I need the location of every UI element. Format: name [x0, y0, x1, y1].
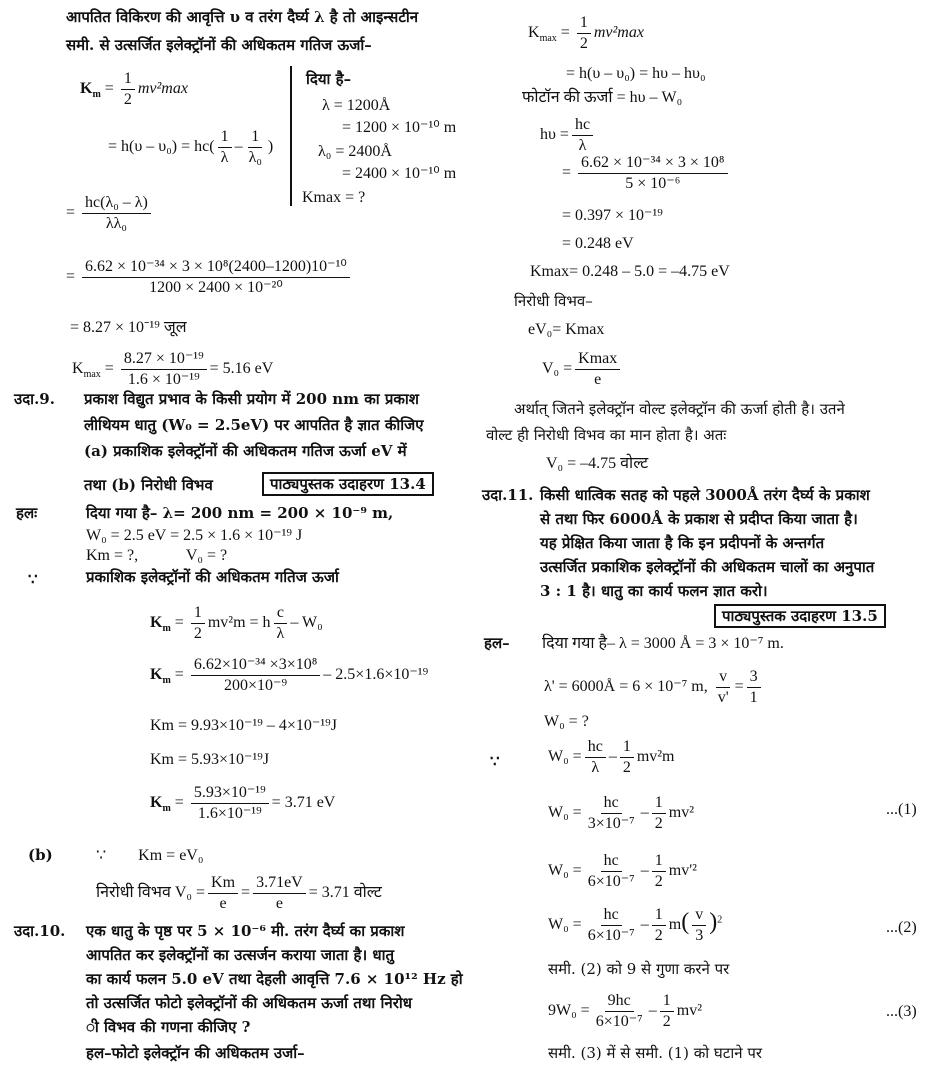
- r-line-9: निरोधी विभव–: [514, 292, 593, 310]
- km-derivation-2: $K_m$ = $\frac{\text{6.62×10⁻³⁴ ×3×10⁸}}{\text{200×10⁻⁹}}$ – 2.5×1.6×10⁻¹⁹: [150, 656, 429, 694]
- w0-eq-4: W₀ = $\frac{hc}{\text{6×10⁻⁷}}$ – $\frac{1}{2}$ m( $\frac{v}{3}$ )$^2$: [548, 906, 723, 944]
- w0-eq-2: W₀ = $\frac{hc}{\text{3×10⁻⁷}}$ – $\frac{1}{2}$ mv²: [548, 794, 694, 832]
- solution-line-3: Km = ?, V₀ = ?: [86, 547, 228, 564]
- given-title: दिया है–: [306, 70, 352, 88]
- given-5: Kmax = ?: [302, 189, 366, 206]
- given-1: λ = 1200Å: [322, 97, 391, 114]
- r-kmax-eq: $K_{max}$ = $\frac{1}{2}$ mv²max: [528, 14, 644, 52]
- km-derivation-5: $K_m$ = $\frac{\text{5.93×10⁻¹⁹}}{\text{1.6×10⁻¹⁹}}$ = 3.71 eV: [150, 784, 336, 822]
- example-9-line-4: तथा (b) निरोधी विभव: [84, 476, 213, 494]
- r-line-8: Kmax= 0.248 – 5.0 = –4.75 eV: [530, 263, 730, 280]
- r-line-2: = h(υ – υ₀) = hυ – hυ₀: [566, 65, 706, 82]
- r-line-13: वोल्ट ही निरोधी विभव का मान होता है। अतः: [486, 426, 727, 444]
- r-line-4: hυ = $\frac{hc}{\lambda}$: [540, 116, 596, 154]
- km-equation-1: $K_m$ = $\frac{1}{2}$ mv²max: [80, 70, 188, 108]
- example-11-line-5: 3 : 1 है। धातु का कार्य फलन ज्ञात करो।: [540, 582, 768, 600]
- r-line-11: V₀ = $\frac{Kmax}{e}$: [542, 350, 623, 388]
- w0-eq-1: W₀ = $\frac{hc}{\lambda}$ – $\frac{1}{2}$ mv²m: [548, 738, 675, 776]
- km-derivation-4: Km = 5.93×10⁻¹⁹J: [150, 751, 270, 768]
- eq-tag-3: ...(3): [886, 1003, 917, 1020]
- given-2: = 1200 × 10⁻¹⁰ m: [342, 119, 457, 136]
- km-equation-2: = h(υ – υ₀) = hc( $\frac{1}{\lambda}$ – $\frac{1}{\text{λ₀}}$ ): [108, 128, 274, 166]
- example-10-line-5: ी विभव की गणना कीजिए ?: [86, 1018, 251, 1036]
- example-10-label: उदा.10.: [14, 922, 66, 940]
- part-b-equation: ∵ Km = eV₀: [96, 847, 204, 864]
- intro-line-2: समी. से उत्सर्जित इलेक्ट्रॉनों की अधिकतम गतिज ऊर्जा–: [66, 36, 372, 54]
- because-symbol: ∵: [28, 570, 38, 588]
- example-11-line-4: उत्सर्जित प्रकाशिक इलेक्ट्रॉनों की अधिकतम चालों का अनुपात: [540, 558, 875, 576]
- r-line-7: = 0.248 eV: [562, 235, 634, 252]
- r-line-10: eV₀= Kmax: [528, 321, 605, 338]
- eq-4: = $\frac{\text{6.62 × 10⁻³⁴ × 3 × 10⁸(2400–1200)10⁻¹⁰}}{\text{1200 × 2400 × 10⁻²⁰}}$: [66, 258, 353, 296]
- given-3: λ₀ = 2400Å: [318, 143, 392, 160]
- given-4: = 2400 × 10⁻¹⁰ m: [342, 165, 457, 182]
- given-divider: [290, 66, 292, 206]
- r-solution-3: W₀ = ?: [544, 713, 589, 730]
- textbook-example-badge-13-4: पाठ्यपुस्तक उदाहरण 13.4: [262, 472, 434, 496]
- solution-line-4: प्रकाशिक इलेक्ट्रॉनों की अधिकतम गतिज ऊर्जा: [86, 568, 339, 586]
- part-b-label: (b): [28, 846, 53, 864]
- example-9-line-1: प्रकाश विद्युत प्रभाव के किसी प्रयोग में 200 nm का प्रकाश: [84, 390, 420, 408]
- example-10-line-1: एक धातु के पृष्ठ पर 5 × 10⁻⁶ मी. तरंग दैर्घ्य का प्रकाश: [86, 922, 405, 940]
- r-multiply-note: समी. (2) को 9 से गुणा करने पर: [548, 960, 730, 978]
- eq-tag-2: ...(2): [886, 919, 917, 936]
- eq-5: = 8.27 × 10⁻¹⁹ जूल: [70, 319, 187, 336]
- example-11-line-1: किसी धात्विक सतह को पहले 3000Å तरंग दैर्घ्य के प्रकाश: [540, 486, 870, 504]
- r-solution-2: λ' = 6000Å = 6 × 10⁻⁷ m, $\frac{v}{v'}$ = $\frac{3}{1}$: [544, 668, 764, 706]
- r-line-5: = $\frac{\text{6.62 × 10⁻³⁴ × 3 × 10⁸}}{\text{5 × 10⁻⁶}}$: [562, 154, 731, 192]
- example-10-line-3: का कार्य फलन 5.0 eV तथा देहली आवृत्ति 7.6 × 10¹² Hz हो: [86, 970, 463, 988]
- example-11-line-3: यह प्रेक्षित किया जाता है कि इन प्रदीपनों के अन्तर्गत: [540, 534, 825, 552]
- r-solution-1: दिया गया है– λ = 3000 Å = 3 × 10⁻⁷ m.: [542, 635, 784, 652]
- eq-6: $K_{max}$ = $\frac{\text{8.27 × 10⁻¹⁹}}{\text{1.6 × 10⁻¹⁹}}$ = 5.16 eV: [72, 350, 274, 388]
- r-line-6: = 0.397 × 10⁻¹⁹: [562, 207, 663, 224]
- r-line-12: अर्थात् जितने इलेक्ट्रॉन वोल्ट इलेक्ट्रॉन की ऊर्जा होती है। उतने: [514, 400, 845, 418]
- r-subtract-note: समी. (3) में से समी. (1) को घटाने पर: [548, 1044, 762, 1062]
- r-because-symbol: ∵: [490, 752, 500, 770]
- eq-3: = $\frac{\text{hc(λ₀ – λ)}}{\text{λλ₀}}$: [66, 194, 154, 232]
- r-line-14: V₀ = –4.75 वोल्ट: [546, 455, 649, 472]
- example-11-label: उदा.11.: [482, 486, 534, 504]
- textbook-example-badge-13-5: पाठ्यपुस्तक उदाहरण 13.5: [714, 604, 886, 628]
- example-10-line-4: तो उत्सर्जित फोटो इलेक्ट्रॉनों की अधिकतम ऊर्जा तथा निरोध: [86, 994, 412, 1012]
- example-9-line-2: लीथियम धातु (W₀ = 2.5eV) पर आपतित है ज्ञात कीजिए: [84, 416, 424, 434]
- example-10-line-2: आपतित कर इलेक्ट्रॉनों का उत्सर्जन कराया जाता है। धातु: [86, 946, 395, 964]
- w0-eq-5: 9W₀ = $\frac{9hc}{\text{6×10⁻⁷}}$ – $\frac{1}{2}$ mv²: [548, 992, 702, 1030]
- solution-line-2: W₀ = 2.5 eV = 2.5 × 1.6 × 10⁻¹⁹ J: [86, 527, 303, 544]
- example-9-label: उदा.9.: [14, 390, 55, 408]
- stopping-potential-eq: निरोधी विभव V₀ = $\frac{Km}{e}$ = $\frac{3.71eV}{e}$ = 3.71 वोल्ट: [96, 874, 382, 912]
- w0-eq-3: W₀ = $\frac{hc}{\text{6×10⁻⁷}}$ – $\frac{1}{2}$ mv'²: [548, 852, 697, 890]
- example-10-solution: हल–फोटो इलेक्ट्रॉन की अधिकतम उर्जा–: [86, 1044, 305, 1062]
- intro-line-1: आपतित विकिरण की आवृत्ति υ व तरंग दैर्घ्य λ है तो आइन्सटीन: [66, 8, 419, 26]
- km-derivation-1: $K_m$ = $\frac{1}{2}$ mv²m = h $\frac{c}{\lambda}$ – W₀: [150, 604, 323, 642]
- r-solution-label: हल–: [484, 634, 510, 652]
- example-11-line-2: से तथा फिर 6000Å के प्रकाश से प्रदीप्त किया जाता है।: [540, 510, 858, 528]
- example-9-line-3: (a) प्रकाशिक इलेक्ट्रॉनों की अधिकतम गतिज ऊर्जा eV में: [84, 442, 407, 460]
- solution-label: हलः: [16, 504, 38, 522]
- solution-line-1: दिया गया है– λ= 200 nm = 200 × 10⁻⁹ m,: [86, 504, 394, 522]
- r-line-3: फोटॉन की ऊर्जा = hυ – W₀: [522, 89, 683, 106]
- eq-tag-1: ...(1): [886, 801, 917, 818]
- km-derivation-3: Km = 9.93×10⁻¹⁹ – 4×10⁻¹⁹J: [150, 717, 337, 734]
